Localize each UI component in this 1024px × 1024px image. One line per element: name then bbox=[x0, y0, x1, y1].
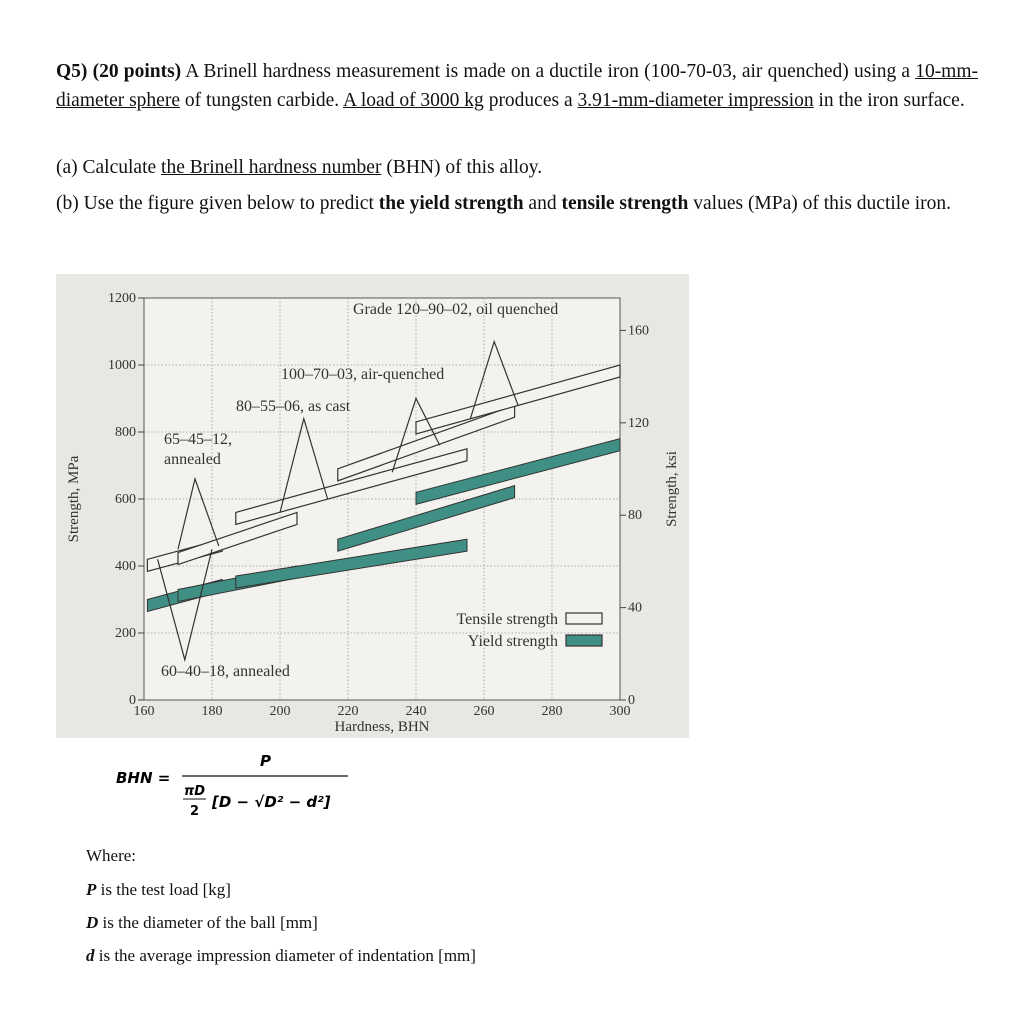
part-b bbox=[56, 189, 978, 218]
symbol-d: D bbox=[86, 913, 99, 932]
y-tick-label: 400 bbox=[115, 559, 136, 574]
y-tick-label: 1200 bbox=[108, 291, 136, 306]
y-right-tick-label: 0 bbox=[628, 693, 635, 708]
where-p-text: is the test load [kg] bbox=[96, 880, 231, 899]
part-a-prefix: (a) Calculate bbox=[56, 157, 162, 178]
impression-underlined: 3.91-mm-diameter impression bbox=[577, 90, 814, 111]
strength-hardness-chart bbox=[56, 274, 689, 738]
formula-bracket: [D − √D² − d²] bbox=[212, 793, 331, 811]
y-right-tick-label: 120 bbox=[628, 415, 649, 431]
question-text: A Brinell hardness measurement is made on a ductile iron (100-70-03, air quenched) using a bbox=[181, 61, 916, 82]
question-text: produces a bbox=[483, 90, 578, 111]
question-text: in the iron surface. bbox=[813, 90, 965, 111]
part-a-suffix: (BHN) of this alloy. bbox=[381, 157, 543, 178]
y-tick-label: 600 bbox=[115, 492, 136, 507]
legend-label-tensile: Tensile strength bbox=[456, 611, 558, 628]
legend-swatch-yield bbox=[566, 635, 602, 646]
question-text: of tungsten carbide. bbox=[179, 90, 343, 111]
grade-label: annealed bbox=[164, 451, 221, 468]
question-paragraph bbox=[56, 57, 978, 115]
x-tick-label: 160 bbox=[133, 704, 155, 719]
formula-two: 2 bbox=[190, 804, 200, 819]
where-p bbox=[86, 880, 231, 900]
x-tick-label: 240 bbox=[405, 704, 427, 719]
part-a-underlined: the Brinell hardness number bbox=[161, 157, 382, 178]
part-b-text: (b) Use the figure given below to predict bbox=[56, 193, 379, 214]
where-d-text: is the diameter of the ball [mm] bbox=[98, 913, 318, 932]
grade-label: 100–70–03, air-quenched bbox=[281, 366, 445, 383]
strength-hardness-figure bbox=[56, 274, 689, 738]
y-tick-label: 1000 bbox=[108, 358, 136, 373]
grade-label: 80–55–06, as cast bbox=[236, 398, 351, 415]
legend-label-yield: Yield strength bbox=[467, 633, 558, 650]
y-right-tick-label: 160 bbox=[628, 323, 649, 339]
part-b-bold-tensile: tensile strength bbox=[561, 193, 689, 214]
sphere-underlined: 10-mm-diameter sphere bbox=[56, 61, 979, 111]
where-small-d-text: is the average impression diameter of indentation [mm] bbox=[94, 946, 476, 965]
formula-pi-d: πD bbox=[184, 784, 206, 799]
bhn-formula bbox=[116, 752, 376, 822]
grade-label: Grade 120–90–02, oil quenched bbox=[353, 301, 559, 318]
x-tick-label: 200 bbox=[269, 704, 291, 719]
question-points: (20 points) bbox=[92, 61, 182, 82]
grade-label: 60–40–18, annealed bbox=[161, 663, 290, 680]
where-small-d bbox=[86, 946, 476, 966]
y-axis-label: Strength, MPa bbox=[66, 455, 82, 543]
part-b-text: values (MPa) of this ductile iron. bbox=[688, 193, 952, 214]
legend-swatch-tensile bbox=[566, 613, 602, 624]
load-underlined: A load of 3000 kg bbox=[342, 90, 484, 111]
where-d bbox=[86, 913, 318, 933]
formula-numerator: P bbox=[260, 752, 271, 770]
y-tick-label: 200 bbox=[115, 626, 136, 641]
symbol-p: P bbox=[86, 880, 97, 899]
y-right-tick-label: 40 bbox=[628, 600, 642, 616]
y-tick-label: 800 bbox=[115, 425, 136, 440]
formula-lhs: BHN = bbox=[116, 769, 171, 787]
x-tick-label: 220 bbox=[337, 704, 359, 719]
symbol-small-d: d bbox=[86, 946, 95, 965]
where-heading: Where: bbox=[86, 846, 137, 865]
x-tick-label: 280 bbox=[541, 704, 563, 719]
question-label: Q5) bbox=[56, 61, 88, 82]
x-axis-label: Hardness, BHN bbox=[334, 719, 430, 735]
grade-label: 65–45–12, bbox=[164, 431, 232, 448]
part-a bbox=[56, 153, 978, 182]
x-tick-label: 260 bbox=[473, 704, 495, 719]
part-b-bold-yield: the yield strength bbox=[378, 193, 524, 214]
part-b-text: and bbox=[523, 193, 562, 214]
y-tick-label: 0 bbox=[129, 693, 136, 708]
x-tick-label: 180 bbox=[201, 704, 223, 719]
y-right-axis-label: Strength, ksi bbox=[664, 451, 680, 527]
x-tick-label: 300 bbox=[609, 704, 631, 719]
y-right-tick-label: 80 bbox=[628, 508, 642, 524]
